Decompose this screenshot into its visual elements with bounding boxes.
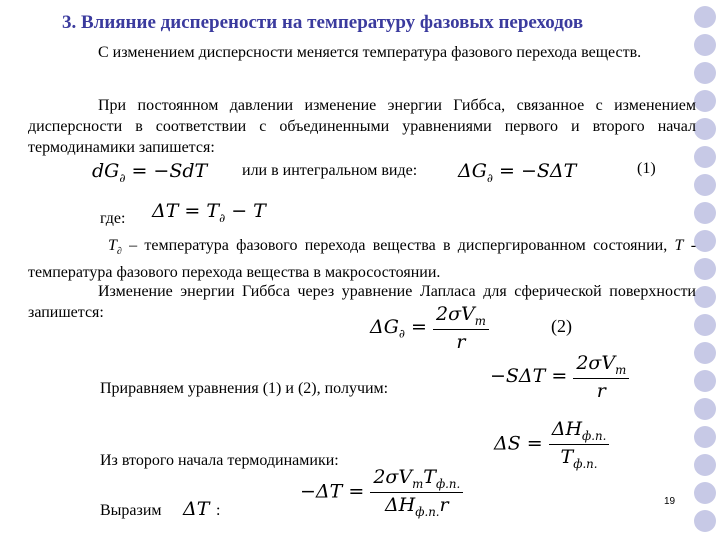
equation-entropy: ΔS = $\frac{\Delta H_{ф.п.}}{T_{ф.п.}}$ — [494, 418, 609, 471]
equation-final: −ΔT = $\frac{2\sigma V_mT_{ф.п.}}{\Delta H_{ф.п.}r}$ — [300, 466, 463, 519]
paragraph-intro: С изменением дисперсности меняется температура фазового перехода веществ. — [98, 44, 642, 61]
paragraph-td-definition — [28, 235, 696, 283]
paragraph-gibbs: При постоянном давлении изменение энергии Гиббса, связанное с изменением дисперсности в соответствии с объединенными уравнениями первого и второго начал термодинамики запишется: — [28, 97, 696, 156]
paragraph-laplace: Изменение энергии Гиббса через уравнение Лапласа для сферической поверхности запишется: — [28, 283, 696, 321]
equation-integral: $\Delta G_\partial = -S\Delta T$ — [458, 160, 577, 185]
equation-differential: $dG_\partial = -SdT$ — [92, 160, 208, 185]
symbol-t: T — [674, 237, 684, 254]
symbol-td: $T_\partial$ — [108, 237, 122, 258]
where-label: где: — [100, 210, 126, 227]
equation-laplace: $\Delta G_\partial$ = $\frac{2\sigma V_m}{r}$ — [370, 303, 489, 353]
second-law-label: Из второго начала термодинамики: — [100, 452, 339, 469]
equation-delta-t: $\Delta T = T_\partial - T$ — [152, 200, 266, 225]
integral-form-label: или в интегральном виде: — [242, 162, 418, 179]
page-number: 19 — [664, 496, 676, 507]
equation-combined: −SΔT = $\frac{2\sigma V_m}{r}$ — [490, 352, 629, 402]
equation-2-number: (2) — [551, 316, 572, 336]
equate-label: Приравняем уравнения (1) и (2), получим: — [100, 380, 389, 397]
slide-title: 3. Влияние дисперености на температуру фазовых переходов — [62, 12, 584, 33]
symbol-delta-t: ΔT — [183, 498, 210, 520]
express-colon: : — [216, 502, 221, 519]
equation-1-number: (1) — [637, 160, 656, 177]
t-definition-text: - температура фазового перехода вещества в макросостоянии. — [28, 237, 697, 282]
express-label: Выразим — [100, 502, 162, 519]
td-definition-text: – температура фазового перехода вещества в диспергированном состоянии, — [129, 237, 668, 254]
